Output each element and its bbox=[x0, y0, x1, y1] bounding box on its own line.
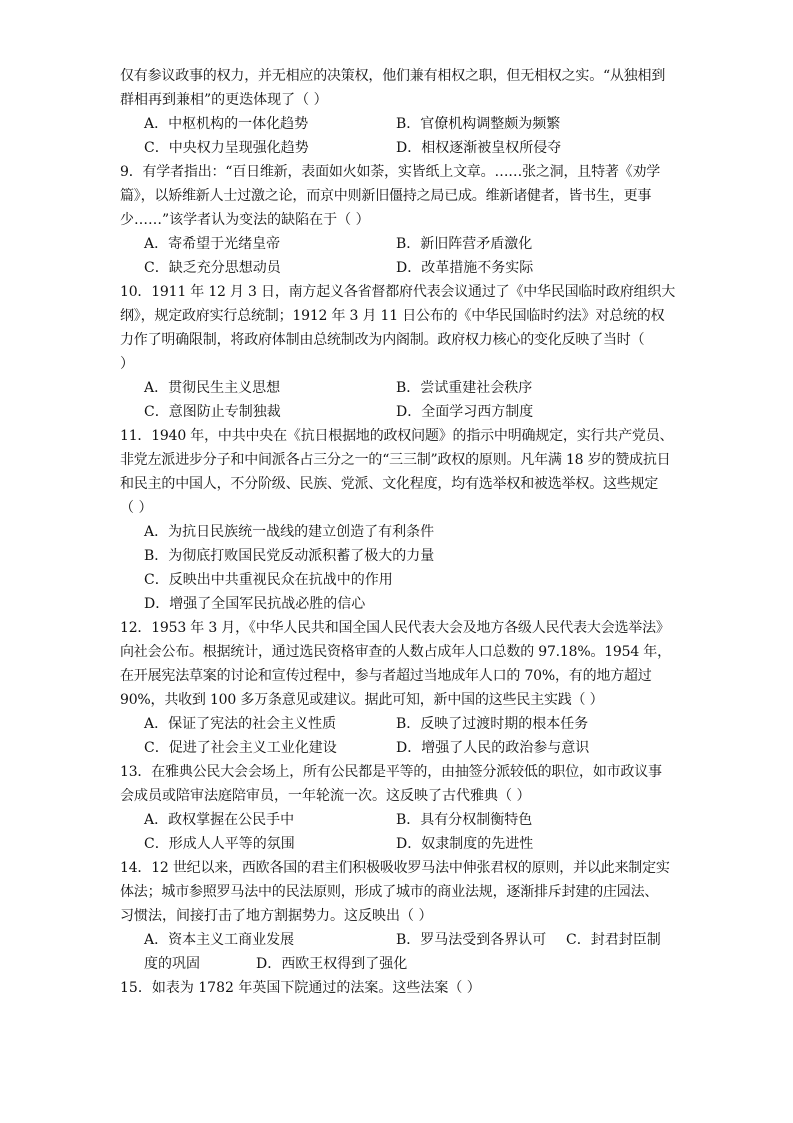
question-11 bbox=[120, 424, 680, 616]
option-c[interactable]: C．反映出中共重视民众在抗战中的作用 bbox=[144, 572, 393, 588]
question-15 bbox=[120, 976, 680, 1000]
question-13-line-1: 13．在雅典公民大会会场上，所有公民都是平等的，由抽签分派较低的职位，如市政议事 bbox=[120, 764, 662, 780]
option-c-continued: 度的巩固 bbox=[144, 956, 200, 972]
question-10-line-4: ） bbox=[120, 356, 134, 372]
question-11-line-1: 11．1940 年，中共中央在《抗日根据地的政权问题》的指示中明确规定，实行共产党员、 bbox=[120, 428, 674, 444]
question-14-line-1: 14．12 世纪以来，西欧各国的君主们积极吸收罗马法中伸张君权的原则，并以此来制定实 bbox=[120, 860, 670, 876]
option-c[interactable]: C．封君封臣制 bbox=[566, 932, 661, 948]
question-9-line-3: 少……”该学者认为变法的缺陷在于（ ） bbox=[120, 212, 370, 228]
questions-container bbox=[120, 64, 680, 1000]
question-13 bbox=[120, 760, 680, 856]
option-a[interactable]: A．寄希望于光绪皇帝 bbox=[144, 236, 281, 252]
question-10-line-1: 10．1911 年 12 月 3 日，南方起义各省督都府代表会议通过了《中华民国临时政府组织大 bbox=[120, 284, 676, 300]
option-b[interactable]: B．反映了过渡时期的根本任务 bbox=[396, 716, 589, 732]
option-d[interactable]: D．西欧王权得到了强化 bbox=[256, 956, 408, 972]
question-9 bbox=[120, 160, 680, 280]
option-b[interactable]: B．新旧阵营矛盾激化 bbox=[396, 236, 533, 252]
option-a[interactable]: A．为抗日民族统一战线的建立创造了有利条件 bbox=[144, 524, 435, 540]
option-d[interactable]: D．奴隶制度的先进性 bbox=[396, 836, 534, 852]
option-d[interactable]: D．相权逐渐被皇权所侵夺 bbox=[396, 140, 562, 156]
question-14-line-2: 体法；城市参照罗马法中的民法原则，形成了城市的商业法规，逐渐排斥封建的庄园法、 bbox=[120, 884, 659, 900]
question-11-options bbox=[144, 520, 680, 616]
question-12 bbox=[120, 616, 680, 760]
question-8-line-2: 群相再到兼相”的更迭体现了（ ） bbox=[120, 92, 328, 108]
question-9-line-2: 篇》，以矫维新人士过激之论，而京中则新旧僵持之局已成。维新诸健者，皆书生，更事 bbox=[120, 188, 652, 204]
option-b[interactable]: B．官僚机构调整颇为频繁 bbox=[396, 116, 561, 132]
question-12-line-3: 在开展宪法草案的讨论和宣传过程中，参与者超过当地成年人口的 70%，有的地方超过 bbox=[120, 668, 652, 684]
option-b[interactable]: B．具有分权制衡特色 bbox=[396, 812, 533, 828]
question-15-line-1: 15．如表为 1782 年英国下院通过的法案。这些法案（ ） bbox=[120, 980, 481, 996]
option-c[interactable]: C．中央权力呈现强化趋势 bbox=[144, 140, 309, 156]
question-8 bbox=[120, 64, 680, 160]
option-d[interactable]: D．增强了人民的政治参与意识 bbox=[396, 740, 590, 756]
question-10 bbox=[120, 280, 680, 424]
question-13-options bbox=[144, 808, 680, 856]
question-14 bbox=[120, 856, 680, 976]
option-c[interactable]: C．形成人人平等的氛围 bbox=[144, 836, 295, 852]
question-12-line-1: 12．1953 年 3 月，《中华人民共和国全国人民代表大会及地方各级人民代表大会选举法》 bbox=[120, 620, 670, 636]
question-14-options bbox=[144, 928, 680, 976]
question-12-line-2: 向社会公布。根据统计，通过选民资格审查的人数占成年人口总数的 97.18%。1954 年， bbox=[120, 644, 671, 660]
option-a[interactable]: A．贯彻民生主义思想 bbox=[144, 380, 281, 396]
option-d[interactable]: D．增强了全国军民抗战必胜的信心 bbox=[144, 596, 366, 612]
question-11-line-2: 非党左派进步分子和中间派各占三分之一的“三三制”政权的原则。凡年满 18 岁的赞成抗日 bbox=[120, 452, 671, 468]
option-a[interactable]: A．政权掌握在公民手中 bbox=[144, 812, 295, 828]
question-10-line-3: 力作了明确限制，将政府体制由总统制改为内阁制。政府权力核心的变化反映了当时（ bbox=[120, 332, 645, 348]
option-c[interactable]: C．促进了社会主义工业化建设 bbox=[144, 740, 337, 756]
question-10-options bbox=[144, 376, 680, 424]
question-13-line-2: 会成员或陪审法庭陪审员，一年轮流一次。这反映了古代雅典（ ） bbox=[120, 788, 531, 804]
option-b[interactable]: B．罗马法受到各界认可 bbox=[396, 932, 547, 948]
option-a[interactable]: A．保证了宪法的社会主义性质 bbox=[144, 716, 337, 732]
option-a[interactable]: A．资本主义工商业发展 bbox=[144, 932, 295, 948]
question-14-line-3: 习惯法，间接打击了地方割据势力。这反映出（ ） bbox=[120, 908, 433, 924]
option-c[interactable]: C．意图防止专制独裁 bbox=[144, 404, 281, 420]
question-8-options bbox=[144, 112, 680, 160]
option-d[interactable]: D．改革措施不务实际 bbox=[396, 260, 534, 276]
option-b[interactable]: B．为彻底打败国民党反动派积蓄了极大的力量 bbox=[144, 548, 435, 564]
question-12-options bbox=[144, 712, 680, 760]
question-9-line-1: 9．有学者指出：“百日维新，表面如火如荼，实皆纸上文章。……张之洞，且特著《劝学 bbox=[120, 164, 661, 180]
option-d[interactable]: D．全面学习西方制度 bbox=[396, 404, 534, 420]
question-12-line-4: 90%，共收到 100 多万条意见或建议。据此可知，新中国的这些民主实践（ ） bbox=[120, 692, 604, 708]
option-c[interactable]: C．缺乏充分思想动员 bbox=[144, 260, 281, 276]
question-11-line-3: 和民主的中国人，不分阶级、民族、党派、文化程度，均有选举权和被选举权。这些规定 bbox=[120, 476, 659, 492]
option-a[interactable]: A．中枢机构的一体化趋势 bbox=[144, 116, 309, 132]
option-b[interactable]: B．尝试重建社会秩序 bbox=[396, 380, 533, 396]
question-9-options bbox=[144, 232, 680, 280]
question-8-line-1: 仅有参议政事的权力，并无相应的决策权，他们兼有相权之职，但无相权之实。“从独相到 bbox=[120, 68, 666, 84]
question-10-line-2: 纲》，规定政府实行总统制；1912 年 3 月 11 日公布的《中华民国临时约法》对总统的权 bbox=[120, 308, 665, 324]
question-11-line-4: （ ） bbox=[120, 500, 153, 516]
